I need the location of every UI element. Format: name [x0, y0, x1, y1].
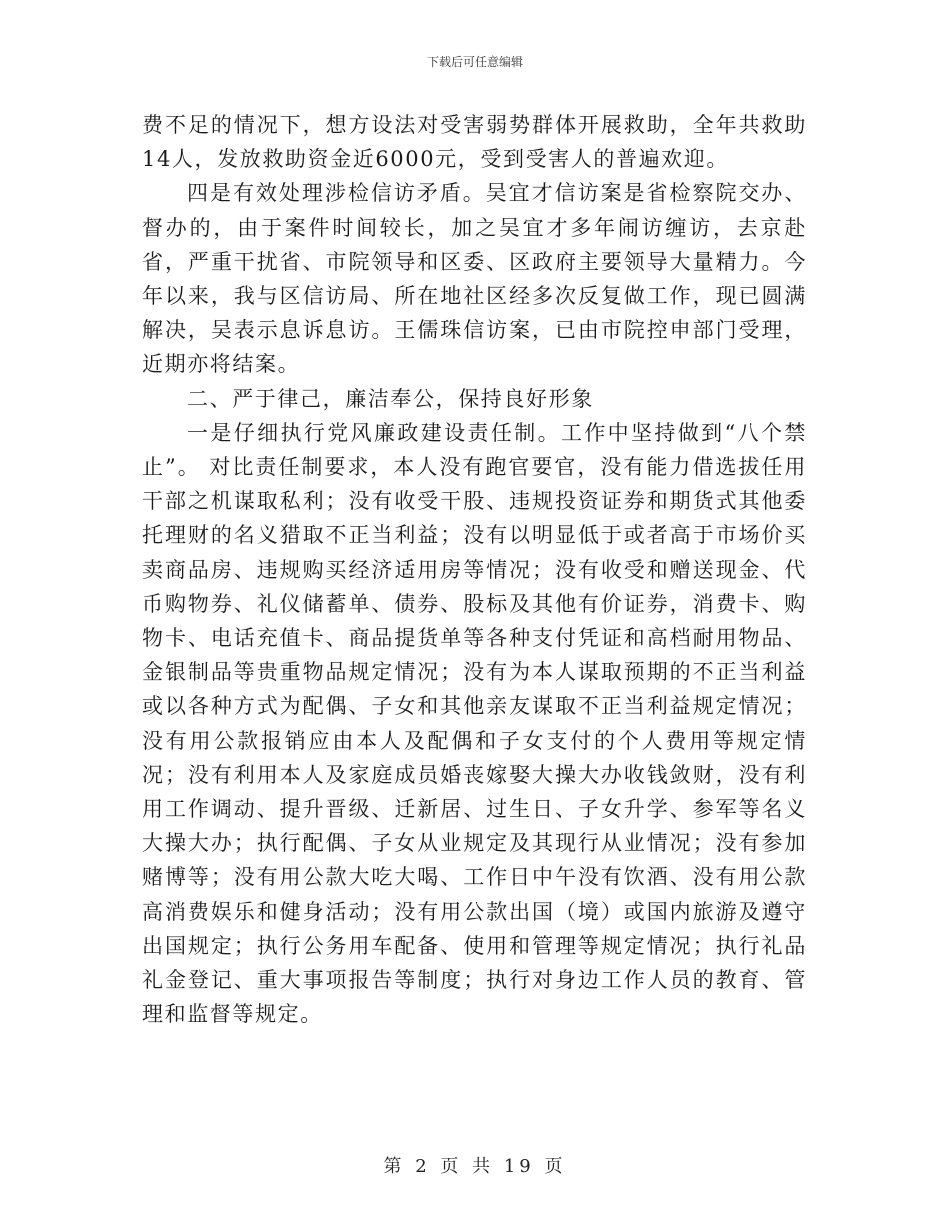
paragraph-petition-handling: 四是有效处理涉检信访矛盾。吴宜才信访案是省检察院交办、督办的，由于案件时间较长，加之吴宜才多年闹访缠访，去京赴省，严重干扰省、市院领导和区委、区政府主要领导大量精力。今年以来，我与区信访局、所在地社区经多次反复做工作，现已圆满解决，吴表示息诉息访。王儒珠信访案，已由市院控申部门受理，近期亦将结案。 — [142, 181, 807, 377]
paragraph-continuation: 费不足的情况下，想方设法对受害弱势群体开展救助，全年共救助14人，发放救助资金近6000元，受到受害人的普遍欢迎。 — [142, 113, 807, 172]
paragraph-responsibility-system: 一是仔细执行党风廉政建设责任制。工作中坚持做到“八个禁止”。 对比责任制要求，本人没有跑官要官，没有能力借选拔任用干部之机谋取私利；没有收受干股、违规投资证券和期货式其他委托理财的名义猎取不正当利益；没有以明显低于或者高于市场价买卖商品房、违规购买经济适用房等情况；没有收受和赠送现金、代币购物券、礼仪储蓄单、债券、股标及其他有价证券，消费卡、购物卡、电话充值卡、商品提货单等各种支付凭证和高档耐用物品、金银制品等贵重物品规定情况；没有为本人谋取预期的不正当利益或以各种方式为配偶、子女和其他亲友谋取不正当利益规定情况；没有用公款报销应由本人及配偶和子女支付的个人费用等规定情况；没有利用本人及家庭成员婚丧嫁娶大操大办收钱敛财，没有利用工作调动、提升晋级、迁新居、过生日、子女升学、参军等名义大操大办；执行配偶、子女从业规定及其现行从业情况；没有参加赌博等；没有用公款大吃大喝、工作日中午没有饮酒、没有用公款高消费娱乐和健身活动；没有用公款出国（境）或国内旅游及遵守出国规定；执行公务用车配备、使用和管理等规定情况；执行礼品礼金登记、重大事项报告等制度；执行对身边工作人员的教育、管理和监督等规定。 — [142, 420, 807, 1027]
section-heading-self-discipline: 二、严于律己，廉洁奉公，保持良好形象 — [187, 386, 594, 411]
page-number: 第 2 页 共 19 页 — [383, 1156, 567, 1177]
page-header: 下载后可任意编辑 — [426, 55, 523, 69]
document-body — [142, 108, 807, 1031]
